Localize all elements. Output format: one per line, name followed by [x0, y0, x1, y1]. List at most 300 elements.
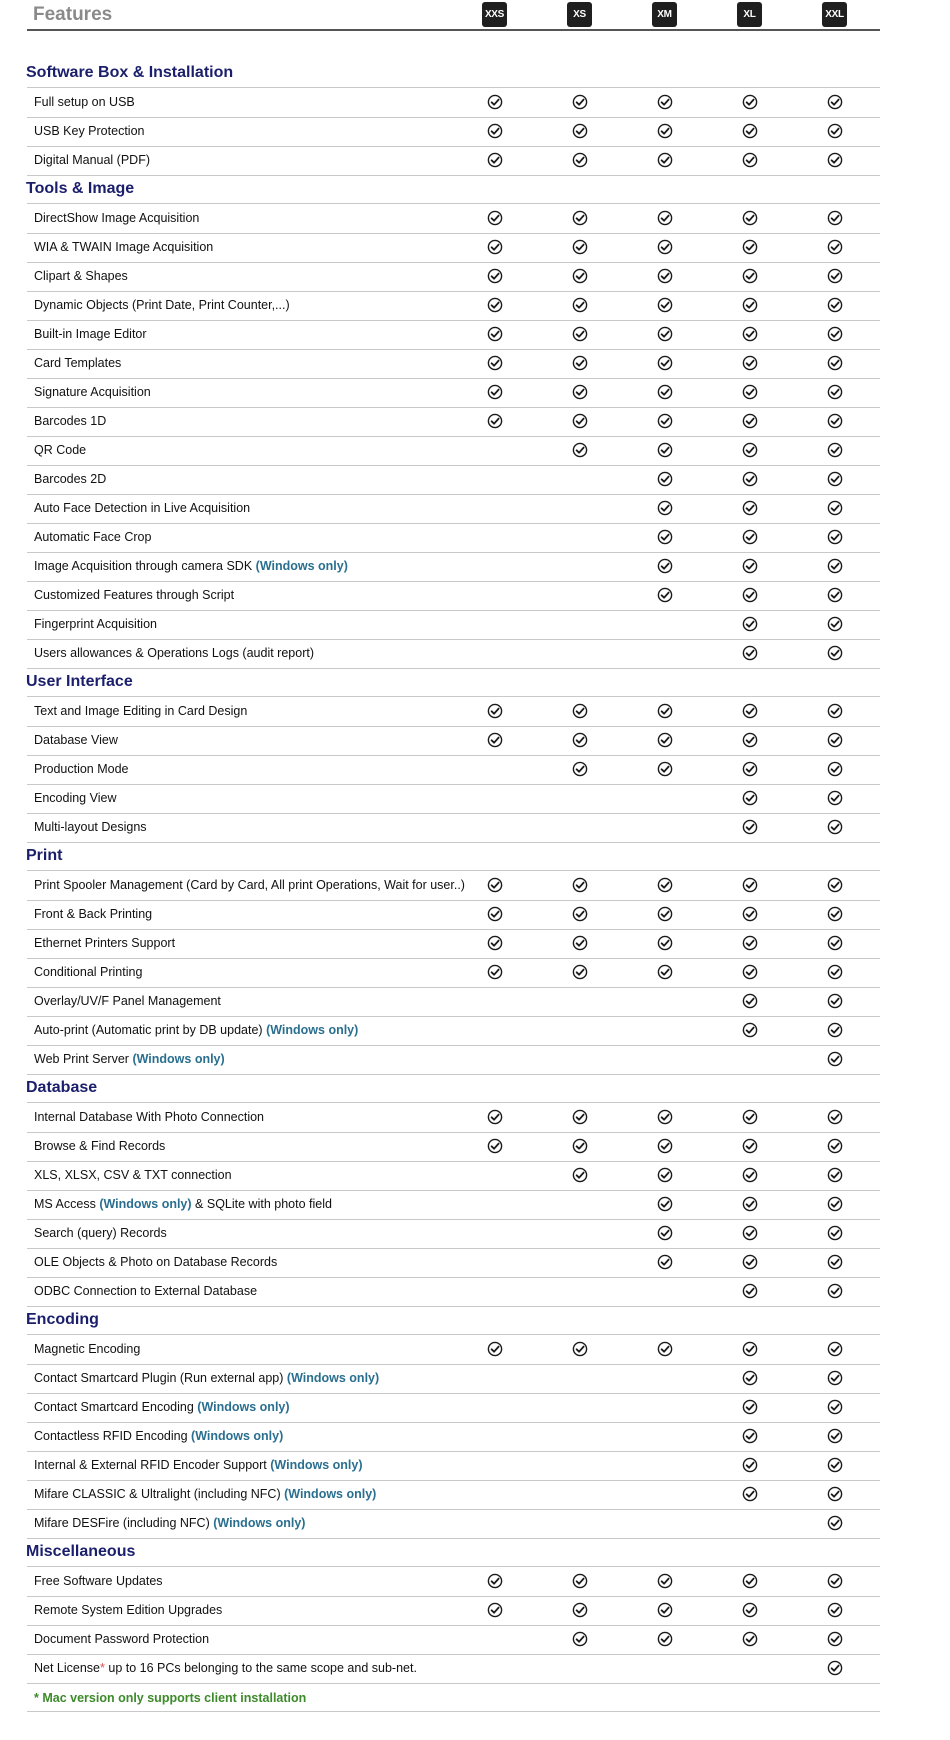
check-icon: [827, 1399, 843, 1415]
check-icon: [827, 1515, 843, 1531]
feature-row: [27, 233, 880, 263]
check-icon: [827, 413, 843, 429]
check-icon: [487, 326, 503, 342]
check-icon: [657, 1341, 673, 1357]
feature-name: Front & Back Printing: [34, 907, 153, 921]
check-icon: [742, 1370, 758, 1386]
feature-row: [27, 1654, 880, 1684]
check-icon: [572, 326, 588, 342]
check-icon: [487, 935, 503, 951]
check-icon: [657, 210, 673, 226]
check-icon: [487, 413, 503, 429]
feature-row: [27, 1045, 880, 1075]
check-icon: [827, 819, 843, 835]
feature-row: [27, 1277, 880, 1307]
feature-name-suffix: & SQLite with photo field: [195, 1197, 332, 1211]
feature-name: Image Acquisition through camera SDK: [34, 559, 253, 573]
feature-name: OLE Objects & Photo on Database Records: [34, 1255, 278, 1269]
check-icon: [657, 964, 673, 980]
check-icon: [827, 616, 843, 632]
feature-row: [27, 320, 880, 350]
check-icon: [742, 1138, 758, 1154]
feature-row: [27, 1132, 880, 1162]
feature-row: [27, 1596, 880, 1626]
check-icon: [572, 1109, 588, 1125]
feature-name: Auto Face Detection in Live Acquisition: [34, 501, 251, 515]
page-title: Features: [33, 4, 113, 25]
check-icon: [827, 1225, 843, 1241]
feature-label: [34, 501, 250, 515]
check-icon: [827, 935, 843, 951]
feature-name: Free Software Updates: [34, 1574, 163, 1588]
check-icon: [742, 935, 758, 951]
feature-row: [27, 639, 880, 669]
feature-label: [34, 791, 116, 805]
feature-row: [27, 987, 880, 1017]
feature-label: [34, 617, 157, 631]
feature-row: [27, 1567, 880, 1597]
check-icon: [487, 123, 503, 139]
feature-row: [27, 1393, 880, 1423]
feature-name: Auto-print (Automatic print by DB update): [34, 1023, 263, 1037]
check-icon: [572, 355, 588, 371]
check-icon: [742, 1225, 758, 1241]
feature-name: Encoding View: [34, 791, 117, 805]
check-icon: [827, 906, 843, 922]
check-icon: [742, 761, 758, 777]
feature-row: [27, 784, 880, 814]
check-icon: [742, 1196, 758, 1212]
feature-label: [34, 153, 150, 167]
feature-label: [34, 907, 152, 921]
check-icon: [742, 790, 758, 806]
feature-label: [34, 1487, 376, 1501]
feature-name-suffix: up to 16 PCs belonging to the same scope and sub-net.: [108, 1661, 417, 1675]
check-icon: [572, 384, 588, 400]
check-icon: [827, 94, 843, 110]
check-icon: [827, 1254, 843, 1270]
check-icon: [657, 152, 673, 168]
check-icon: [742, 1399, 758, 1415]
feature-label: [34, 646, 314, 660]
edition-badge-xxs: XXS: [482, 2, 507, 27]
check-icon: [827, 529, 843, 545]
windows-only-note: (Windows only): [191, 1429, 284, 1443]
feature-name: Net License: [34, 1661, 101, 1675]
check-icon: [742, 210, 758, 226]
feature-row: [27, 929, 880, 959]
check-icon: [657, 1254, 673, 1270]
feature-name: Contact Smartcard Encoding: [34, 1400, 194, 1414]
feature-label: [34, 1632, 209, 1646]
feature-name: Magnetic Encoding: [34, 1342, 141, 1356]
check-icon: [742, 384, 758, 400]
feature-name: Internal & External RFID Encoder Support: [34, 1458, 267, 1472]
check-icon: [572, 442, 588, 458]
feature-name: Fingerprint Acquisition: [34, 617, 157, 631]
feature-row: [27, 1219, 880, 1249]
feature-label: [34, 1429, 283, 1443]
edition-badge-xm: XM: [652, 2, 677, 27]
check-icon: [827, 587, 843, 603]
check-icon: [657, 442, 673, 458]
feature-label: [34, 704, 247, 718]
feature-name: Internal Database With Photo Connection: [34, 1110, 264, 1124]
feature-label: [34, 965, 142, 979]
feature-label: [34, 994, 221, 1008]
feature-name: Mifare DESFire (including NFC): [34, 1516, 210, 1530]
check-icon: [827, 355, 843, 371]
check-icon: [742, 442, 758, 458]
feature-row: [27, 755, 880, 785]
feature-name: Mifare CLASSIC & Ultralight (including NFC): [34, 1487, 281, 1501]
check-icon: [742, 268, 758, 284]
feature-name: Built-in Image Editor: [34, 327, 147, 341]
check-icon: [742, 123, 758, 139]
check-icon: [487, 1138, 503, 1154]
check-icon: [487, 877, 503, 893]
section-heading: Encoding: [26, 1311, 99, 1328]
check-icon: [572, 761, 588, 777]
feature-name: Barcodes 2D: [34, 472, 107, 486]
check-icon: [827, 297, 843, 313]
feature-label: [34, 1458, 363, 1472]
check-icon: [827, 1486, 843, 1502]
feature-name: Conditional Printing: [34, 965, 143, 979]
feature-row: [27, 1161, 880, 1191]
feature-row: [27, 958, 880, 988]
check-icon: [572, 906, 588, 922]
feature-name: Print Spooler Management (Card by Card, All print Operations, Wait for user..): [34, 878, 465, 892]
check-icon: [742, 906, 758, 922]
feature-label: [34, 211, 199, 225]
check-icon: [487, 152, 503, 168]
check-icon: [657, 500, 673, 516]
feature-label: [34, 936, 175, 950]
check-icon: [572, 1573, 588, 1589]
feature-name: Document Password Protection: [34, 1632, 210, 1646]
check-icon: [572, 1341, 588, 1357]
edition-badge-xs: XS: [567, 2, 592, 27]
feature-row: [27, 146, 880, 176]
section-heading: Tools & Image: [26, 180, 135, 197]
check-icon: [827, 1631, 843, 1647]
check-icon: [827, 1428, 843, 1444]
feature-label: [34, 1139, 165, 1153]
check-icon: [742, 993, 758, 1009]
check-icon: [827, 877, 843, 893]
windows-only-note: (Windows only): [286, 1371, 380, 1385]
feature-label: [34, 530, 151, 544]
check-icon: [572, 1167, 588, 1183]
check-icon: [572, 413, 588, 429]
check-icon: [742, 500, 758, 516]
check-icon: [657, 703, 673, 719]
feature-name: Overlay/UV/F Panel Management: [34, 994, 221, 1008]
feature-label: [34, 1342, 140, 1356]
feature-row: [27, 349, 880, 379]
check-icon: [827, 703, 843, 719]
feature-name: Users allowances & Operations Logs (audit report): [34, 646, 314, 660]
check-icon: [572, 152, 588, 168]
check-icon: [657, 1602, 673, 1618]
check-icon: [742, 1167, 758, 1183]
check-icon: [827, 761, 843, 777]
check-icon: [487, 1341, 503, 1357]
feature-label: [34, 1197, 332, 1211]
feature-row: [27, 465, 880, 495]
check-icon: [572, 210, 588, 226]
feature-label: [34, 733, 118, 747]
check-icon: [742, 877, 758, 893]
check-icon: [742, 355, 758, 371]
feature-row: [27, 1451, 880, 1481]
feature-name: Production Mode: [34, 762, 129, 776]
feature-label: [34, 1023, 358, 1037]
footnote: * Mac version only supports client installation: [34, 1691, 307, 1705]
check-icon: [742, 616, 758, 632]
feature-row: [27, 1480, 880, 1510]
check-icon: [827, 442, 843, 458]
feature-row: [27, 204, 880, 234]
check-icon: [827, 790, 843, 806]
feature-label: [34, 124, 144, 138]
check-icon: [827, 1167, 843, 1183]
feature-label: [34, 298, 290, 312]
check-icon: [487, 964, 503, 980]
check-icon: [827, 558, 843, 574]
feature-label: [34, 1400, 290, 1414]
feature-row: [27, 552, 880, 582]
check-icon: [742, 413, 758, 429]
check-icon: [572, 94, 588, 110]
feature-name: XLS, XLSX, CSV & TXT connection: [34, 1168, 232, 1182]
feature-label: [34, 559, 348, 573]
feature-label: [34, 878, 465, 892]
feature-row: [27, 813, 880, 843]
feature-name: Contact Smartcard Plugin (Run external app): [34, 1371, 284, 1385]
feature-row: [27, 1625, 880, 1655]
feature-name: DirectShow Image Acquisition: [34, 211, 200, 225]
feature-row: [27, 1335, 880, 1365]
feature-row: [27, 1103, 880, 1133]
feature-label: [34, 1661, 417, 1675]
feature-label: [34, 1110, 264, 1124]
feature-row: [27, 1364, 880, 1394]
check-icon: [657, 587, 673, 603]
check-icon: [572, 268, 588, 284]
check-icon: [657, 558, 673, 574]
check-icon: [742, 471, 758, 487]
check-icon: [742, 94, 758, 110]
feature-row: [27, 291, 880, 321]
check-icon: [742, 1022, 758, 1038]
feature-label: [34, 1052, 225, 1066]
check-icon: [742, 1341, 758, 1357]
check-icon: [657, 413, 673, 429]
feature-row: [27, 1422, 880, 1452]
feature-name: Multi-layout Designs: [34, 820, 147, 834]
check-icon: [827, 1283, 843, 1299]
check-icon: [827, 1022, 843, 1038]
check-icon: [657, 906, 673, 922]
check-icon: [657, 239, 673, 255]
check-icon: [742, 732, 758, 748]
section-heading: Software Box & Installation: [26, 64, 234, 81]
feature-label: [34, 1226, 167, 1240]
feature-name: Dynamic Objects (Print Date, Print Counter,...): [34, 298, 290, 312]
feature-row: [27, 726, 880, 756]
feature-name: ODBC Connection to External Database: [34, 1284, 258, 1298]
feature-name: USB Key Protection: [34, 124, 145, 138]
check-icon: [487, 1109, 503, 1125]
windows-only-note: (Windows only): [270, 1458, 363, 1472]
check-icon: [827, 1051, 843, 1067]
check-icon: [742, 1283, 758, 1299]
check-icon: [657, 1196, 673, 1212]
feature-label: [34, 95, 135, 109]
check-icon: [487, 1602, 503, 1618]
feature-row: [27, 407, 880, 437]
feature-row: [27, 1016, 880, 1046]
check-icon: [742, 1573, 758, 1589]
check-icon: [827, 1602, 843, 1618]
check-icon: [572, 703, 588, 719]
feature-label: [34, 820, 147, 834]
windows-only-note: (Windows only): [99, 1197, 192, 1211]
check-icon: [487, 906, 503, 922]
check-icon: [827, 732, 843, 748]
footer-divider: [27, 1711, 880, 1712]
check-icon: [742, 1109, 758, 1125]
check-icon: [657, 471, 673, 487]
feature-label: [34, 1371, 379, 1385]
section-heading: Print: [26, 847, 63, 864]
check-icon: [657, 761, 673, 777]
check-icon: [742, 819, 758, 835]
feature-label: [34, 1168, 232, 1182]
check-icon: [657, 1573, 673, 1589]
check-icon: [827, 268, 843, 284]
feature-name: Contactless RFID Encoding: [34, 1429, 188, 1443]
feature-row: [27, 581, 880, 611]
check-icon: [572, 1631, 588, 1647]
feature-name: Clipart & Shapes: [34, 269, 128, 283]
check-icon: [657, 1109, 673, 1125]
edition-badge-xl: XL: [737, 2, 762, 27]
feature-row: [27, 117, 880, 147]
feature-name: Signature Acquisition: [34, 385, 151, 399]
feature-name: Remote System Edition Upgrades: [34, 1603, 223, 1617]
check-icon: [827, 1196, 843, 1212]
check-icon: [742, 1457, 758, 1473]
check-icon: [827, 210, 843, 226]
check-icon: [827, 500, 843, 516]
check-icon: [742, 1486, 758, 1502]
check-icon: [742, 558, 758, 574]
feature-row: [27, 1248, 880, 1278]
check-icon: [657, 732, 673, 748]
check-icon: [657, 877, 673, 893]
edition-badge-xxl: XXL: [822, 2, 847, 27]
check-icon: [827, 1573, 843, 1589]
feature-label: [34, 269, 128, 283]
check-icon: [487, 384, 503, 400]
check-icon: [742, 1428, 758, 1444]
feature-label: [34, 1516, 305, 1530]
check-icon: [657, 326, 673, 342]
feature-label: [34, 385, 151, 399]
windows-only-note: (Windows only): [132, 1052, 225, 1066]
check-icon: [827, 993, 843, 1009]
feature-row: [27, 1509, 880, 1539]
feature-row: [27, 436, 880, 466]
check-icon: [827, 326, 843, 342]
check-icon: [657, 1631, 673, 1647]
feature-name: Database View: [34, 733, 118, 747]
feature-name: Card Templates: [34, 356, 122, 370]
check-icon: [827, 1341, 843, 1357]
check-icon: [827, 964, 843, 980]
feature-label: [34, 588, 234, 602]
check-icon: [742, 326, 758, 342]
feature-name: QR Code: [34, 443, 87, 457]
check-icon: [487, 94, 503, 110]
section-heading: User Interface: [26, 673, 133, 690]
feature-name: Digital Manual (PDF): [34, 153, 151, 167]
check-icon: [487, 355, 503, 371]
feature-label: [34, 240, 213, 254]
check-icon: [657, 1225, 673, 1241]
section-heading: Database: [26, 1079, 98, 1096]
windows-only-note: (Windows only): [213, 1516, 306, 1530]
feature-name: Barcodes 1D: [34, 414, 107, 428]
check-icon: [742, 529, 758, 545]
check-icon: [742, 1602, 758, 1618]
feature-name: Search (query) Records: [34, 1226, 167, 1240]
feature-label: [34, 472, 106, 486]
feature-row: [27, 871, 880, 901]
check-icon: [657, 384, 673, 400]
check-icon: [657, 529, 673, 545]
feature-row: [27, 697, 880, 727]
check-icon: [742, 1254, 758, 1270]
check-icon: [657, 1167, 673, 1183]
check-icon: [572, 123, 588, 139]
check-icon: [742, 964, 758, 980]
check-icon: [572, 964, 588, 980]
feature-row: [27, 378, 880, 408]
check-icon: [572, 1602, 588, 1618]
feature-label: [34, 327, 147, 341]
feature-row: [27, 1190, 880, 1220]
feature-name: WIA & TWAIN Image Acquisition: [34, 240, 214, 254]
check-icon: [827, 645, 843, 661]
check-icon: [742, 703, 758, 719]
feature-row: [27, 610, 880, 640]
feature-name: MS Access: [34, 1197, 96, 1211]
footnote-marker: *: [100, 1661, 105, 1675]
check-icon: [572, 1138, 588, 1154]
feature-name: Automatic Face Crop: [34, 530, 152, 544]
check-icon: [827, 1109, 843, 1125]
check-icon: [657, 297, 673, 313]
check-icon: [657, 355, 673, 371]
feature-label: [34, 1255, 277, 1269]
feature-label: [34, 1603, 222, 1617]
check-icon: [487, 239, 503, 255]
feature-row: [27, 88, 880, 118]
